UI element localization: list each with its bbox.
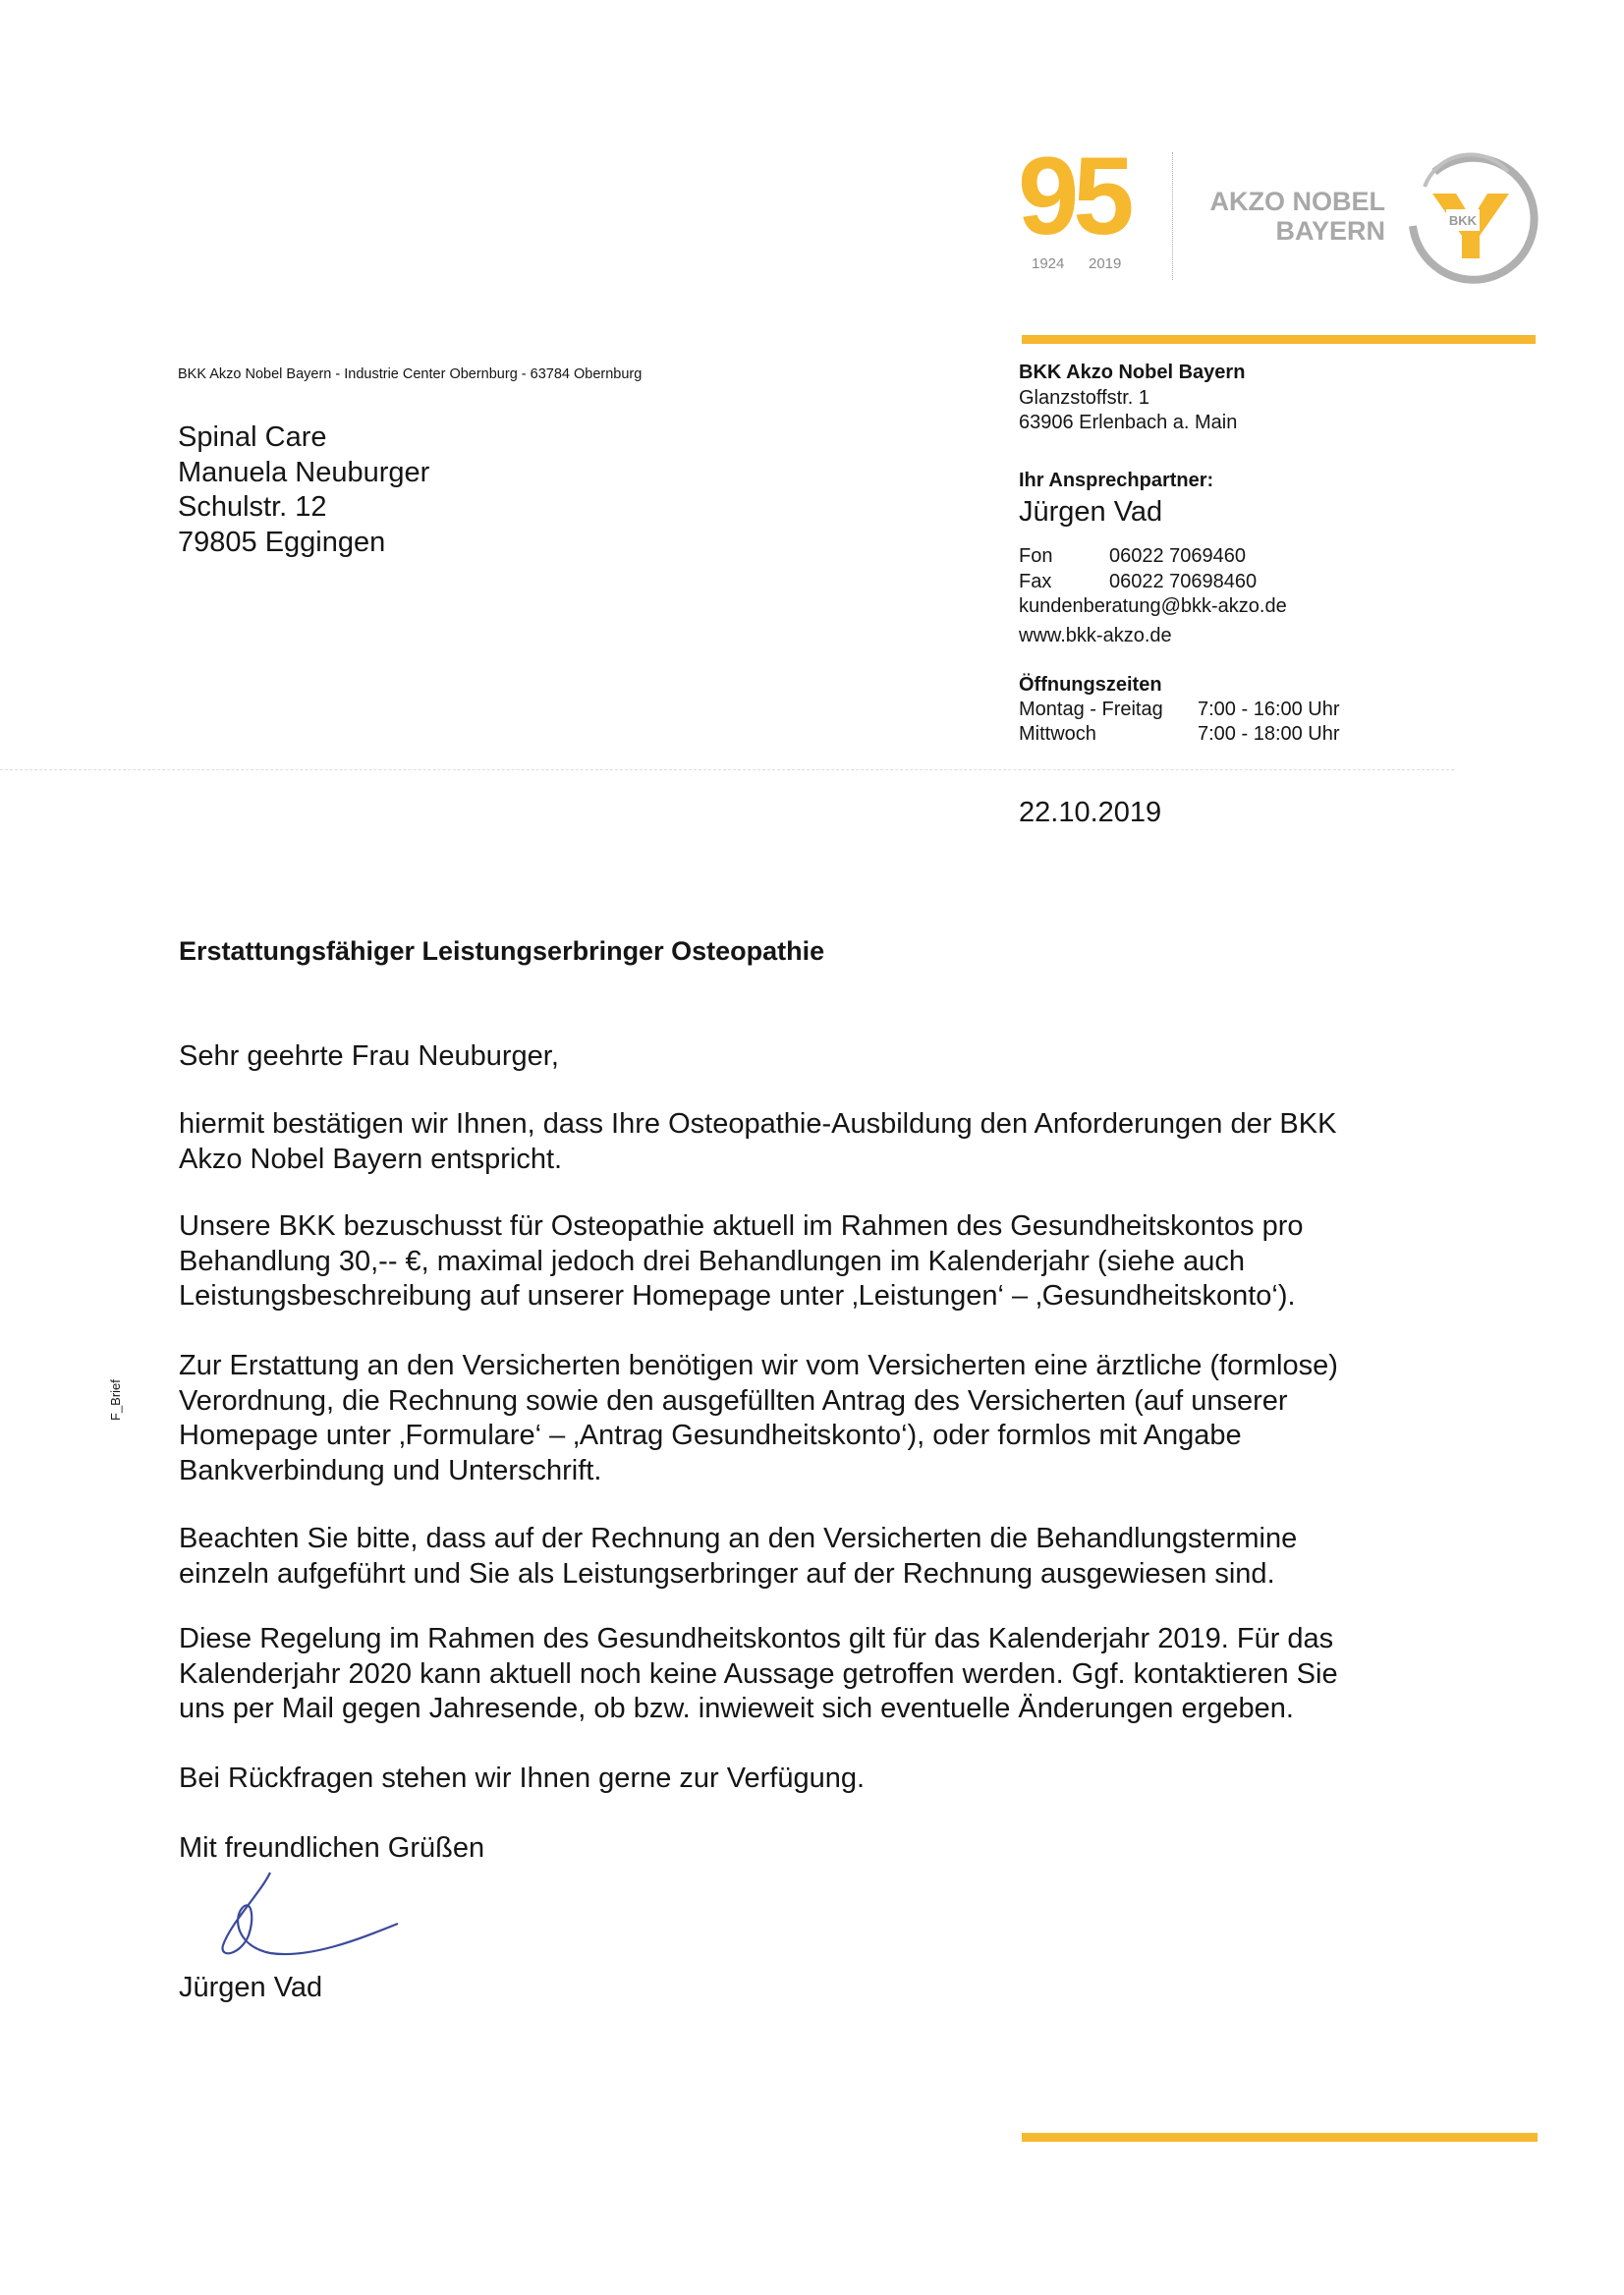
org-name: BKK Akzo Nobel Bayern — [1019, 362, 1246, 383]
body-paragraph — [179, 1622, 1338, 1727]
hours-time: 7:00 - 16:00 Uhr — [1198, 699, 1340, 720]
body-paragraph — [179, 1209, 1304, 1315]
text-line: Beachten Sie bitte, dass auf der Rechnung an den Versicherten die Behandlungstermine — [179, 1523, 1298, 1554]
text-line: Diese Regelung im Rahmen des Gesundheitskontos gilt für das Kalenderjahr 2019. Für das — [179, 1623, 1334, 1654]
text-line: Leistungsbeschreibung auf unserer Homepage unter ‚Leistungen‘ – ‚Gesundheitskonto‘). — [179, 1280, 1296, 1313]
header-accent-bar — [1022, 335, 1536, 344]
text-line: Unsere BKK bezuschusst für Osteopathie aktuell im Rahmen des Gesundheitskontos pro — [179, 1210, 1304, 1242]
text-line: Bankverbindung und Unterschrift. — [179, 1454, 602, 1486]
recipient-line: Manuela Neuburger — [178, 456, 430, 488]
contact-label: Ihr Ansprechpartner: — [1019, 470, 1214, 491]
org-city: 63906 Erlenbach a. Main — [1019, 412, 1238, 433]
org-street: Glanzstoffstr. 1 — [1019, 387, 1150, 409]
hours-days: Mittwoch — [1019, 723, 1096, 745]
fax-number: 06022 70698460 — [1109, 571, 1258, 592]
brand-line-1: AKZO NOBEL — [1209, 187, 1385, 216]
year-start: 1924 — [1032, 255, 1065, 272]
handwritten-signature — [211, 1869, 408, 1967]
recipient-line: 79805 Eggingen — [178, 526, 386, 558]
text-line: uns per Mail gegen Jahresende, ob bzw. inwieweit sich eventuelle Änderungen ergeben. — [179, 1693, 1294, 1725]
sender-return-line: BKK Akzo Nobel Bayern - Industrie Center Obernburg - 63784 Obernburg — [178, 366, 643, 382]
anniversary-number: 95 — [1018, 135, 1129, 257]
email-link[interactable]: kundenberatung@bkk-akzo.de — [1019, 595, 1287, 617]
text-line: Bei Rückfragen stehen wir Ihnen gerne zur Verfügung. — [179, 1763, 866, 1794]
body-paragraph — [179, 1349, 1338, 1488]
text-line: Akzo Nobel Bayern entspricht. — [179, 1143, 563, 1175]
fold-mark-line — [0, 769, 1454, 770]
bkk-emblem-icon — [1395, 142, 1547, 290]
text-line: Kalenderjahr 2020 kann aktuell noch keine Aussage getroffen werden. Ggf. kontaktieren Sie — [179, 1657, 1338, 1690]
website-link[interactable]: www.bkk-akzo.de — [1019, 625, 1172, 646]
text-line: Verordnung, die Rechnung sowie den ausgefüllten Antrag des Versicherten (auf unserer — [179, 1384, 1288, 1417]
recipient-line: Spinal Care — [178, 421, 327, 453]
text-line: Zur Erstattung an den Versicherten benötigen wir vom Versicherten eine ärztliche (formlose) — [179, 1350, 1338, 1381]
salutation: Sehr geehrte Frau Neuburger, — [179, 1040, 559, 1072]
logo-divider — [1172, 152, 1174, 280]
hours-days: Montag - Freitag — [1019, 699, 1163, 720]
brand-line-2: BAYERN — [1275, 216, 1385, 246]
emblem-text: BKK — [1448, 213, 1478, 228]
letter-date: 22.10.2019 — [1019, 797, 1162, 828]
recipient-address — [178, 420, 429, 560]
brand-name — [1184, 187, 1385, 246]
text-line: hiermit bestätigen wir Ihnen, dass Ihre Osteopathie-Ausbildung den Anforderungen der BKK — [179, 1108, 1337, 1140]
text-line: Homepage unter ‚Formulare‘ – ‚Antrag Gesundheitskonto‘), oder formlos mit Angabe — [179, 1420, 1242, 1452]
hours-label: Öffnungszeiten — [1019, 674, 1162, 696]
hours-time: 7:00 - 18:00 Uhr — [1198, 723, 1340, 745]
contact-name: Jürgen Vad — [1019, 496, 1163, 528]
side-form-mark: F_Brief — [108, 1379, 123, 1421]
closing: Mit freundlichen Grüßen — [179, 1832, 485, 1864]
fon-label: Fon — [1019, 545, 1053, 567]
text-line: einzeln aufgeführt und Sie als Leistungserbringer auf der Rechnung ausgewiesen sind. — [179, 1557, 1275, 1590]
body-paragraph — [179, 1522, 1297, 1592]
footer-accent-bar — [1022, 2133, 1538, 2142]
body-paragraph — [179, 1762, 865, 1797]
fon-number: 06022 7069460 — [1109, 545, 1247, 567]
year-end: 2019 — [1089, 255, 1122, 272]
letter-subject: Erstattungsfähiger Leistungserbringer Osteopathie — [179, 936, 825, 966]
recipient-line: Schulstr. 12 — [178, 491, 327, 523]
body-paragraph — [179, 1107, 1336, 1177]
fax-label: Fax — [1019, 571, 1052, 592]
signer-name: Jürgen Vad — [179, 1972, 323, 2003]
text-line: Behandlung 30,-- €, maximal jedoch drei Behandlungen im Kalenderjahr (siehe auch — [179, 1245, 1245, 1277]
